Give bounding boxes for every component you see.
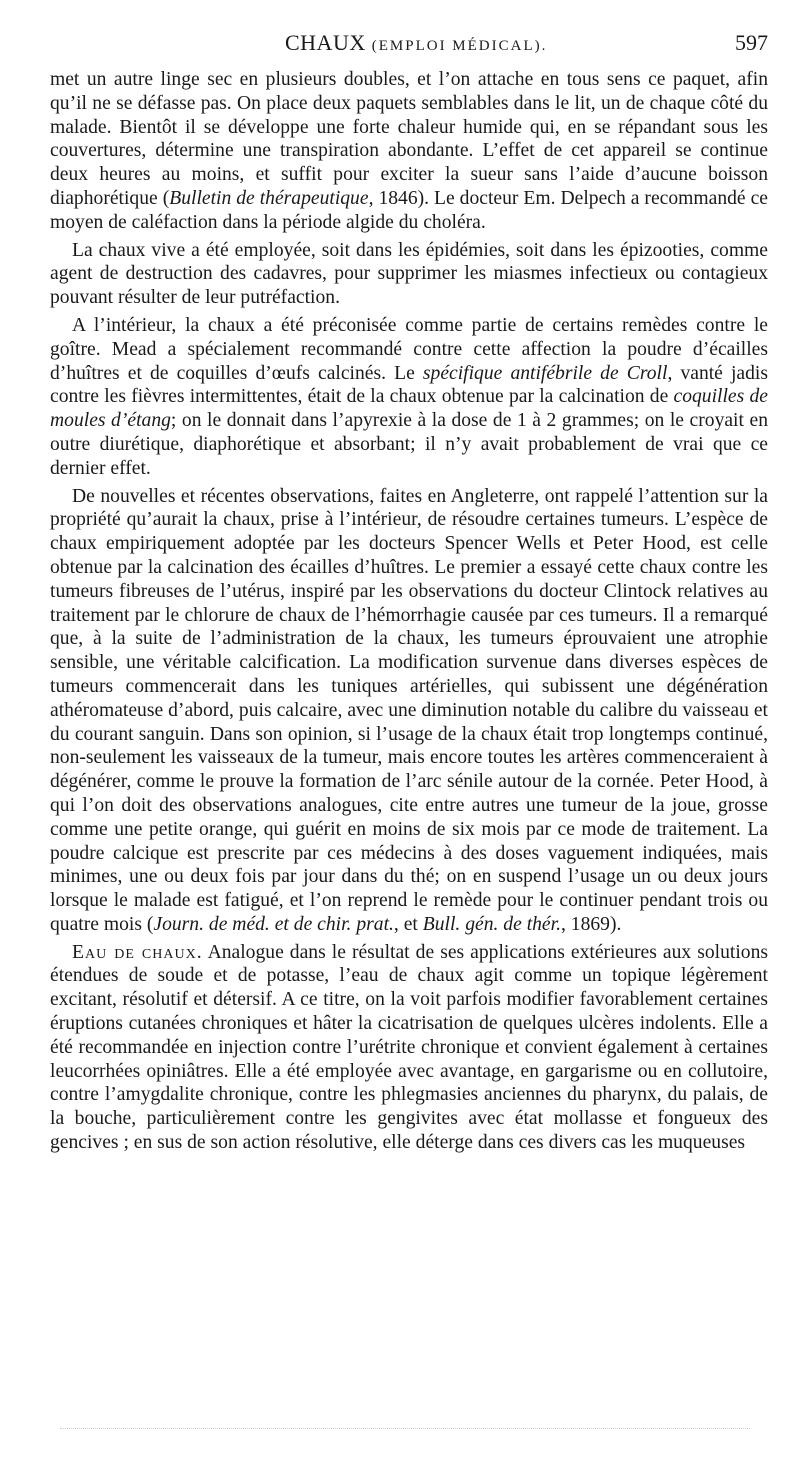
running-title-subtitle: (EMPLOI MÉDICAL).: [371, 38, 548, 54]
citation-bull-gen-ther: Bull. gén. de thér.: [422, 913, 561, 935]
page-body: [50, 68, 768, 1155]
paragraph-4-text-c: , et: [393, 913, 423, 935]
citation-journ-med: Journ. de méd. et de chir. prat.: [153, 913, 394, 935]
citation-bulletin-therapeutique: Bulletin de thérapeutique: [169, 187, 369, 209]
paragraph-1-text-c: , 1846). Le docteur Em. Delpech a recommandé ce moyen de caléfaction dans la période algide du choléra.: [50, 187, 768, 233]
section-heading-eau-de-chaux: Eau de chaux.: [72, 941, 203, 963]
paragraph-2: La chaux vive a été employée, soit dans les épidémies, soit dans les épizooties, comme agent de destruction des cadavres, pour supprimer les miasmes infectieux ou contagieux pouvant résulter de leur putréfaction.: [50, 239, 768, 309]
running-title: [285, 30, 547, 56]
paragraph-3-text-a: A l’intérieur, la chaux a été préconisée comme partie de certains remèdes contre le goître. Mead a spécialement recommandé contre cette affection la poudre d’écailles d’huîtres et de coquilles d’œufs calcinés. Le: [50, 314, 768, 384]
paragraph-5: [50, 941, 768, 1155]
paragraph-1: [50, 68, 768, 235]
paragraph-1-text-a: met un autre linge sec en plusieurs doubles, et l’on attache en tous sens ce paquet, afin qu’il ne se défasse pas. On place deux paquets semblables dans le lit, un de chaque côté du malade. Bientôt il se développe une forte chaleur humide qui, en se répandant sous les couvertures, détermine une transpiration abondante. L’effet de cet appareil se continue deux heures au moins, et suffit pour exciter la sueur sans l’aide d’aucune boisson diaphorétique (: [50, 69, 768, 209]
paragraph-4-text-e: , 1869).: [560, 913, 622, 935]
paragraph-4-text-a: De nouvelles et récentes observations, faites en Angleterre, ont rappelé l’attention sur la propriété qu’aurait la chaux, prise à l’intérieur, de résoudre certaines tumeurs. L’espèce de chaux empiriquement adoptée par les docteurs Spencer Wells et Peter Hood, est celle obtenue par la calcination des écailles d’huîtres. Le premier a essayé cette chaux contre les tumeurs fibreuses de l’utérus, inspiré par les observations du docteur Clintock relatives au traitement par le chlorure de chaux de l’hémorrhagie causée par ces tumeurs. Il a remarqué que, à la suite de l’administration de la chaux, les tumeurs éprouvaient une atrophie sensible, une véritable calcification. La modification survenue dans diverses espèces de tumeurs commencerait dans les tuniques artérielles, qui subissent une dégénération athéromateuse d’abord, puis calcaire, avec une diminution notable du calibre du vaisseau et du courant sanguin. Dans son opinion, si l’usage de la chaux était trop longtemps continué, non-seulement les vaisseaux de la tumeur, mais encore toutes les artères commenceraient à dégénérer, comme le prouve la formation de l’arc sénile autour de la cornée. Peter Hood, à qui l’on doit des observations analogues, cite entre autres une tumeur de la joue, grosse comme une petite orange, qui guérit en moins de six mois par ce mode de traitement. La poudre calcique est prescrite par ces médecins à des doses vaguement indiquées, mais minimes, une ou deux fois par jour dans du thé; on en suspend l’usage un ou deux jours lorsque le malade est fatigué, et l’on reprend le remède pour le continuer pendant trois ou quatre mois (: [50, 485, 768, 935]
page-bottom-specks: [60, 1428, 750, 1433]
page-number: 597: [735, 30, 768, 55]
paragraph-3-text-c: , vanté jadis contre les fièvres intermittentes, était de la chaux obtenue par la calcination de: [50, 362, 768, 408]
running-title-main: CHAUX: [285, 30, 366, 55]
paragraph-4: [50, 485, 768, 937]
paragraph-3-text-e: ; on le donnait dans l’apyrexie à la dose de 1 à 2 grammes; on le croyait en outre diurétique, diaphorétique et absorbant; il n’y avait probablement de vrai que ce dernier effet.: [50, 410, 768, 479]
italic-coquilles-moules: coquilles de moules d’étang: [50, 386, 768, 432]
running-header: [0, 30, 800, 58]
italic-specifique-croll: spécifique antifébrile de Croll: [422, 362, 668, 384]
paragraph-3: [50, 314, 768, 481]
paragraph-5-text: Analogue dans le résultat de ses applications extérieures aux solutions étendues de soude et de potasse, l’eau de chaux agit comme un topique légèrement excitant, résolutif et détersif. A ce titre, on la voit parfois modifier favorablement certaines éruptions cutanées chroniques et hâter la cicatrisation de quelques ulcères indolents. Elle a été recommandée en injection contre l’urétrite chronique et convient également à certaines leucorrhées opiniâtres. Elle a été employée avec avantage, en gargarisme ou en collutoire, contre l’amygdalite chronique, contre les phlegmasies anciennes du pharynx, du palais, de la bouche, particulièrement contre les gengivites avec état mollasse et fongueux des gencives ; en sus de son action résolutive, elle déterge dans ces divers cas les muqueuses: [50, 941, 768, 1154]
